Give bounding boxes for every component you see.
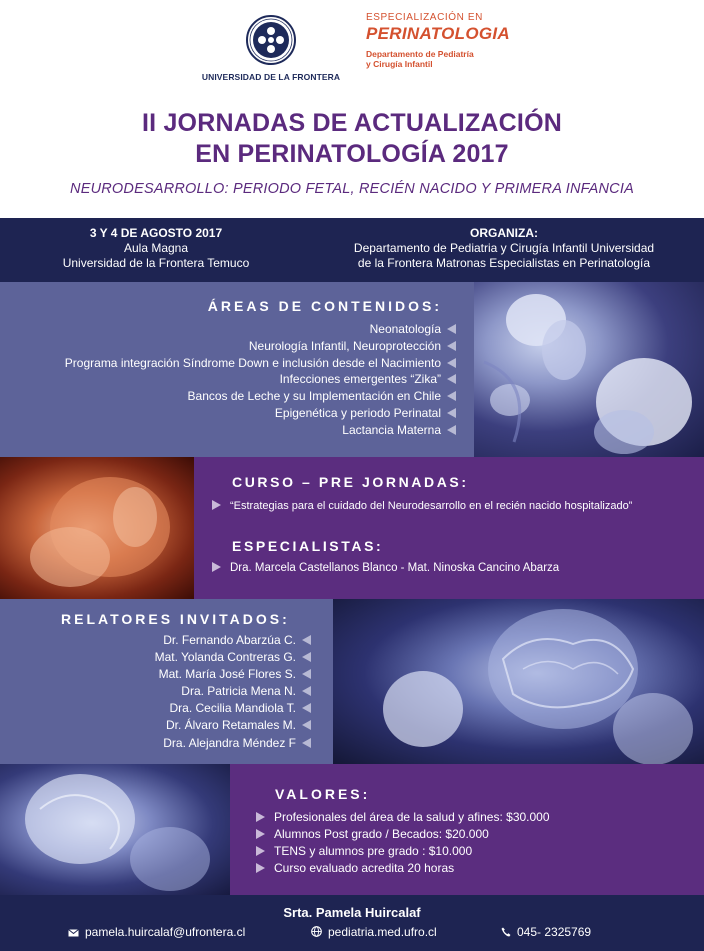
list-item: Dra. Alejandra Méndez F	[155, 735, 311, 752]
triangle-bullet-icon	[447, 358, 456, 368]
list-item: Infecciones emergentes “Zika”	[65, 371, 456, 388]
university-name: UNIVERSIDAD DE LA FRONTERA	[201, 72, 341, 82]
list-item: Epigenética y periodo Perinatal	[65, 405, 456, 422]
triangle-bullet-icon	[256, 829, 265, 839]
list-item: Neurología Infantil, Neuroprotección	[65, 338, 456, 355]
event-info-bar	[0, 218, 704, 282]
list-item: TENS y alumnos pre grado : $10.000	[256, 843, 550, 860]
prices-section	[0, 764, 704, 895]
brain-fetus-image	[0, 764, 230, 895]
specialization-label: ESPECIALIZACIÓN EN	[366, 12, 483, 23]
course-description: “Estrategias para el cuidado del Neurodesarrollo en el recién nacido hospitalizado”	[212, 500, 632, 512]
contact-name: Srta. Pamela Huircalaf	[283, 905, 421, 920]
department-line-2: y Cirugía Infantil	[366, 59, 433, 69]
triangle-bullet-icon	[302, 669, 311, 679]
list-item: Dra. Cecilia Mandiola T.	[155, 700, 311, 717]
course-heading: CURSO – PRE JORNADAS:	[232, 474, 469, 490]
triangle-bullet-icon	[447, 341, 456, 351]
phone-icon	[501, 927, 511, 937]
fetus-illustration	[0, 457, 194, 599]
triangle-bullet-icon	[302, 635, 311, 645]
list-item: Alumnos Post grado / Becados: $20.000	[256, 826, 550, 843]
triangle-bullet-icon	[256, 846, 265, 856]
fetal-development-image	[474, 282, 704, 457]
list-item: Dra. Patricia Mena N.	[155, 683, 311, 700]
prices-list	[256, 809, 550, 877]
triangle-bullet-icon	[302, 686, 311, 696]
list-item: Dr. Fernando Abarzúa C.	[155, 632, 311, 649]
triangle-bullet-icon	[447, 391, 456, 401]
globe-icon	[311, 926, 322, 937]
speakers-section	[0, 599, 704, 764]
triangle-bullet-icon	[447, 374, 456, 384]
fetus-image	[0, 457, 194, 599]
triangle-bullet-icon	[302, 738, 311, 748]
list-item: Profesionales del área de la salud y afines: $30.000	[256, 809, 550, 826]
speakers-heading: RELATORES INVITADOS:	[61, 611, 290, 627]
list-item: Neonatología	[65, 321, 456, 338]
triangle-bullet-icon	[302, 703, 311, 713]
triangle-bullet-icon	[256, 812, 265, 822]
list-item: Dr. Álvaro Retamales M.	[155, 717, 311, 734]
organizer-line-2: de la Frontera Matronas Especialistas en Perinatología	[357, 256, 651, 270]
title-line-1: II JORNADAS DE ACTUALIZACIÓN	[142, 109, 562, 137]
list-item: Bancos de Leche y su Implementación en Chile	[65, 388, 456, 405]
contact-website[interactable]: pediatria.med.ufro.cl	[311, 925, 437, 939]
speakers-panel	[0, 599, 333, 764]
contact-phone[interactable]: 045- 2325769	[501, 925, 591, 939]
contact-email[interactable]: pamela.huircalaf@ufrontera.cl	[68, 925, 245, 939]
venue-line-1: Aula Magna	[123, 241, 189, 255]
brain-fetus-illustration	[0, 764, 230, 895]
university-crest-icon	[245, 14, 297, 66]
course-section	[0, 457, 704, 599]
list-item: Programa integración Síndrome Down e inclusión desde el Nacimiento	[65, 355, 456, 372]
triangle-bullet-icon	[447, 324, 456, 334]
footer	[0, 895, 704, 951]
brain-image	[333, 599, 704, 764]
list-item: Lactancia Materna	[65, 422, 456, 439]
page-subtitle: NEURODESARROLLO: PERIODO FETAL, RECIÉN NACIDO Y PRIMERA INFANCIA	[70, 181, 634, 197]
areas-list	[65, 321, 456, 439]
perinatologia-logo	[366, 12, 516, 69]
triangle-bullet-icon	[302, 652, 311, 662]
specialization-title: PERINATOLOGIA	[366, 24, 511, 43]
event-date-venue	[40, 226, 272, 271]
triangle-bullet-icon	[302, 720, 311, 730]
list-item: Mat. María José Flores S.	[155, 666, 311, 683]
header	[0, 0, 704, 218]
areas-section	[0, 282, 704, 457]
university-logo	[200, 14, 342, 82]
page-title	[0, 108, 704, 170]
triangle-bullet-icon	[212, 562, 221, 572]
brain-illustration	[333, 599, 704, 764]
specialists-names: Dra. Marcela Castellanos Blanco - Mat. Ninoska Cancino Abarza	[212, 562, 559, 574]
specialists-heading: ESPECIALISTAS:	[232, 538, 384, 554]
triangle-bullet-icon	[447, 425, 456, 435]
list-item: Mat. Yolanda Contreras G.	[155, 649, 311, 666]
title-line-2: EN PERINATOLOGÍA 2017	[195, 140, 509, 168]
areas-heading: ÁREAS DE CONTENIDOS:	[207, 298, 442, 314]
organizer-label: ORGANIZA:	[470, 226, 538, 240]
triangle-bullet-icon	[447, 408, 456, 418]
envelope-icon	[68, 929, 79, 937]
department-line-1: Departamento de Pediatría	[366, 49, 474, 59]
areas-panel	[0, 282, 474, 457]
event-date: 3 Y 4 DE AGOSTO 2017	[89, 226, 223, 240]
organizer-info	[336, 226, 672, 271]
triangle-bullet-icon	[256, 863, 265, 873]
organizer-line-1: Departamento de Pediatria y Cirugía Infantil Universidad	[353, 241, 655, 255]
triangle-bullet-icon	[212, 500, 221, 510]
prices-heading: VALORES:	[275, 786, 371, 802]
embryo-illustration	[474, 282, 704, 457]
list-item: Curso evaluado acredita 20 horas	[256, 860, 550, 877]
venue-line-2: Universidad de la Frontera Temuco	[62, 256, 250, 270]
speakers-list	[155, 632, 311, 752]
